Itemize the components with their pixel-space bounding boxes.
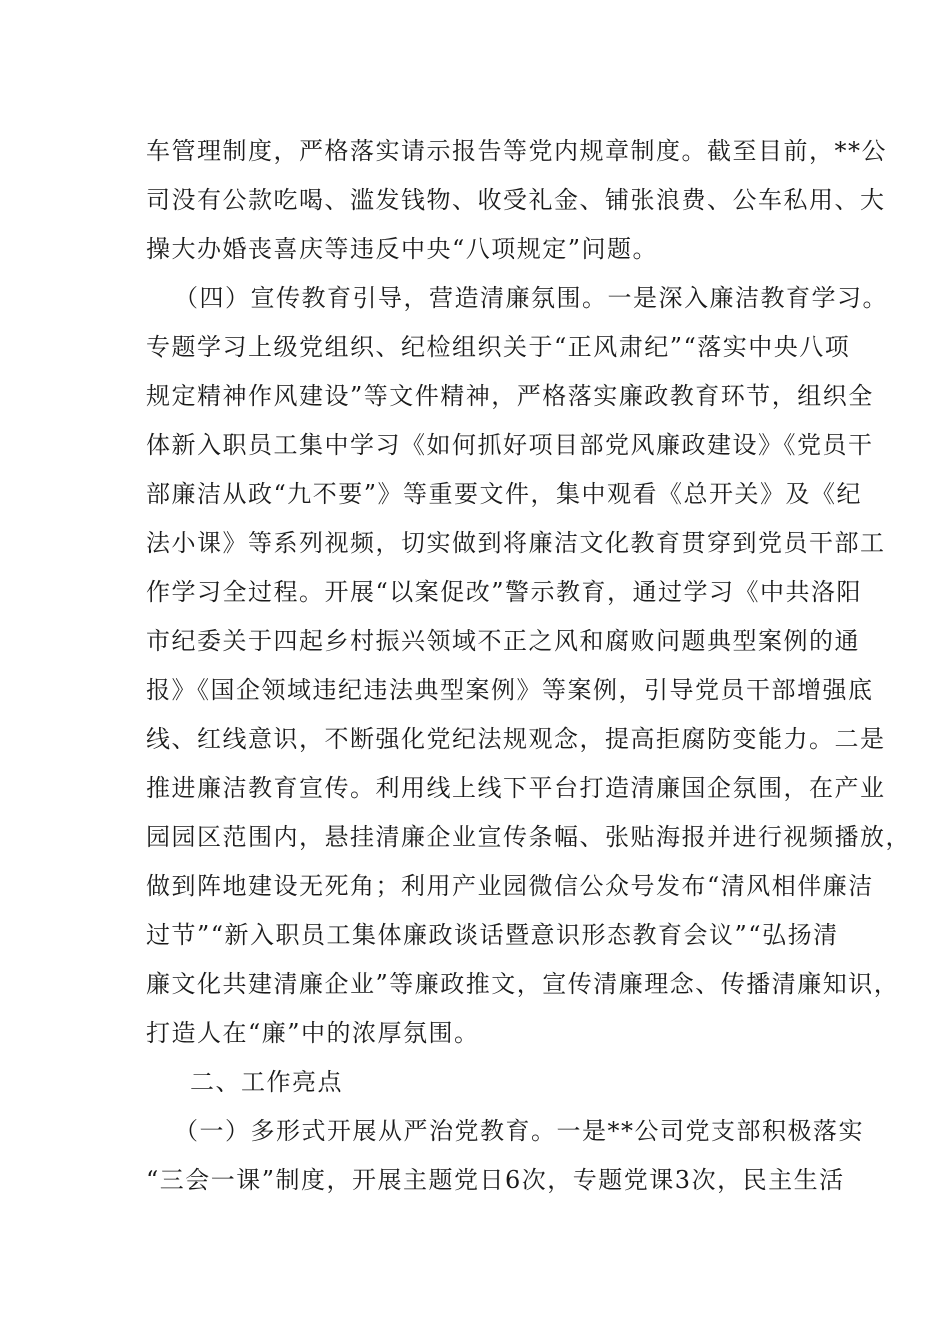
- text-line: 报》《国企领域违纪违法典型案例》等案例，引导党员干部增强底: [146, 676, 874, 704]
- text-line: 线、红线意识，不断强化党纪法规观念，提高拒腐防变能力。二是: [146, 725, 886, 753]
- text-line: 做到阵地建设无死角；利用产业园微信公众号发布“清风相伴廉洁: [146, 872, 874, 900]
- text-line: 过节”“新入职员工集体廉政谈话暨意识形态教育会议”“弘扬清: [146, 921, 839, 949]
- text-line: 园园区范围内，悬挂清廉企业宣传条幅、张贴海报并进行视频播放，: [146, 823, 911, 851]
- text-line: 市纪委关于四起乡村振兴领域不正之风和腐败问题典型案例的通: [146, 627, 860, 655]
- text-line: 推进廉洁教育宣传。利用线上线下平台打造清廉国企氛围，在产业: [146, 774, 886, 802]
- text-line: 廉文化共建清廉企业”等廉政推文，宣传清廉理念、传播清廉知识，: [146, 970, 900, 998]
- text-line: 法小课》等系列视频，切实做到将廉洁文化教育贯穿到党员干部工: [146, 529, 886, 557]
- text-line: 规定精神作风建设”等文件精神，严格落实廉政教育环节，组织全: [146, 382, 874, 410]
- text-line: 操大办婚丧喜庆等违反中央“八项规定”问题。: [146, 235, 659, 263]
- text-line: 司没有公款吃喝、滥发钱物、收受礼金、铺张浪费、公车私用、大: [146, 186, 886, 214]
- section-heading: 二、工作亮点: [190, 1068, 343, 1096]
- paragraph-heading-1: （一）多形式开展从严治党教育。一是**公司党支部积极落实: [174, 1117, 864, 1145]
- text-line: “三会一课”制度，开展主题党日6次，专题党课3次，民主生活: [146, 1166, 845, 1194]
- text-line: 体新入职员工集中学习《如何抓好项目部党风廉政建设》《党员干: [146, 431, 874, 459]
- paragraph-heading-4: （四）宣传教育引导，营造清廉氛围。一是深入廉洁教育学习。: [174, 284, 888, 312]
- text-line: 车管理制度，严格落实请示报告等党内规章制度。截至目前，**公: [146, 137, 887, 165]
- text-line: 专题学习上级党组织、纪检组织关于“正风肃纪”“落实中央八项: [146, 333, 851, 361]
- text-line: 作学习全过程。开展“以案促改”警示教育，通过学习《中共洛阳: [146, 578, 863, 606]
- text-line: 部廉洁从政“九不要”》等重要文件，集中观看《总开关》及《纪: [146, 480, 863, 508]
- text-line: 打造人在“廉”中的浓厚氛围。: [146, 1019, 480, 1047]
